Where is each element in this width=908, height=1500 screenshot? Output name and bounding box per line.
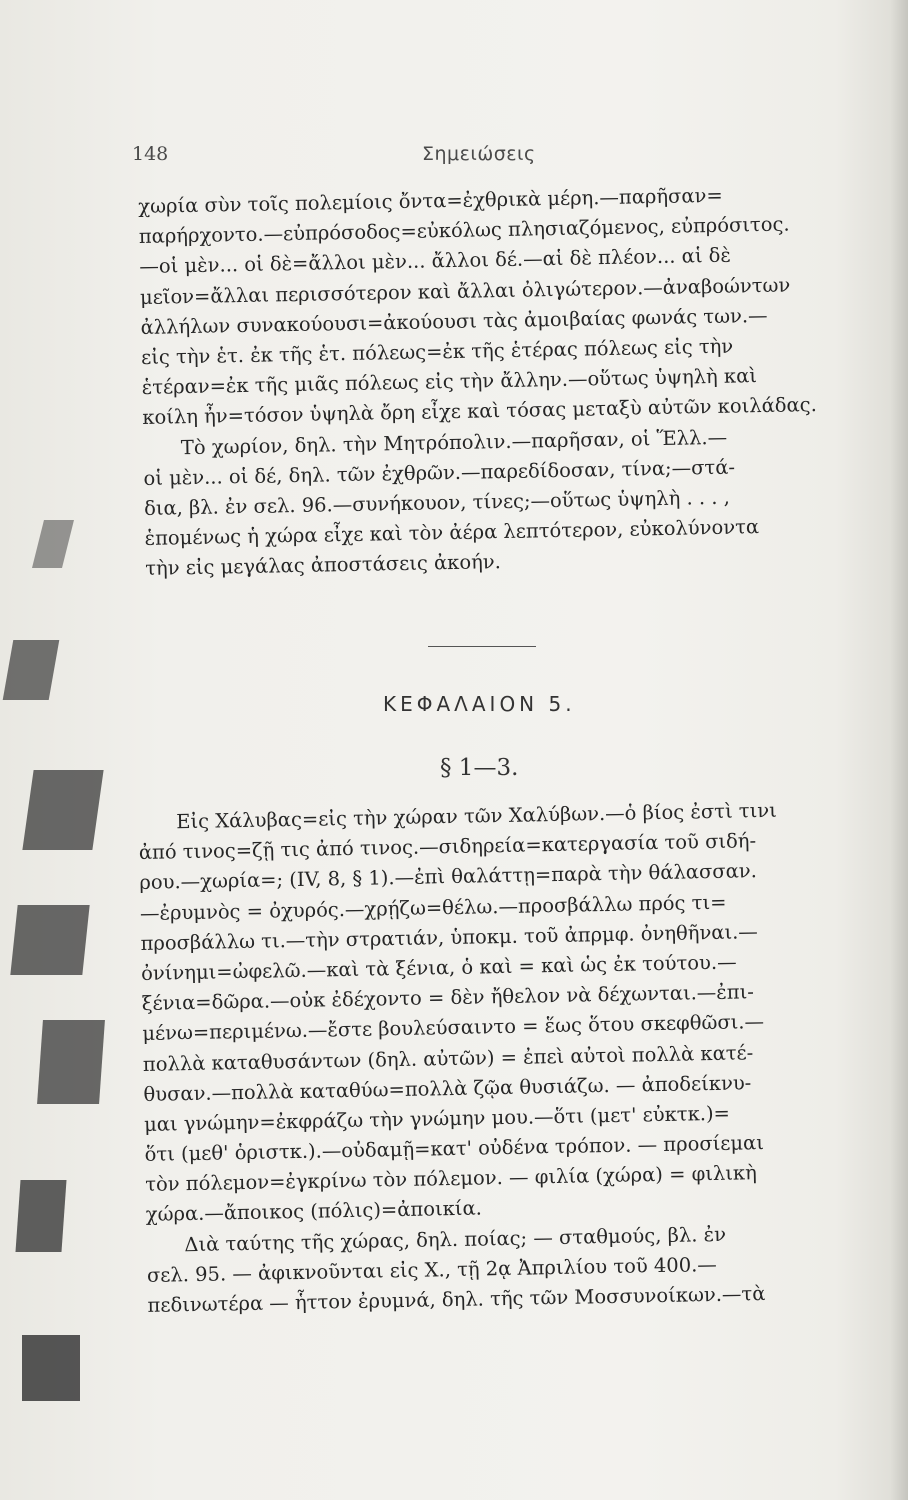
text-line: παρήρχοντο.—εὐπρόσοδος=εὐκόλως πλησιαζόμενος, εὐπρόσιτος. [138, 212, 790, 249]
text-line: ρου.—χωρία=; (IV, 8, § 1).—ἐπὶ θαλάττῃ=παρὰ τὴν θάλασσαν. [139, 859, 758, 895]
text-line: θυσαν.—πολλὰ καταθύω=πολλὰ ζῷα θυσιάζω. — ἀποδείκνυ- [143, 1070, 752, 1106]
text-line: Τὸ χωρίον, δηλ. τὴν Μητρόπολιν.—παρῆσαν, οἱ Ἕλλ.— [180, 425, 728, 459]
text-line: —οἱ μὲν... οἱ δὲ=ἄλλοι μὲν... ἄλλοι δέ.—αἱ δὲ πλέον... αἱ δὲ [139, 244, 732, 279]
text-line: προσβάλλω τι.—τὴν στρατιάν, ὑποκμ. τοῦ ἀπρμφ. ὀνηθῆναι.— [140, 919, 759, 955]
text-line: Διὰ ταύτης τῆς χώρας, δηλ. ποίας; — σταθμούς, βλ. ἐν [184, 1222, 727, 1256]
section-heading: § 1—3. [440, 755, 519, 781]
text-line: χώρα.—ἄποικος (πόλις)=ἀποικία. [145, 1196, 483, 1227]
text-line: τὴν εἰς μεγάλας ἀποστάσεις ἀκοήν. [145, 550, 502, 581]
text-line: ξένια=δῶρα.—οὐκ ἐδέχοντο = δὲν ἤθελον νὰ δέχωνται.—ἐπι- [141, 980, 755, 1016]
notes-block-2 [138, 795, 848, 1322]
bleed-through-marks [0, 0, 110, 1500]
text-line: ἀπό τινος=ζῇ τις ἀπό τινος.—σιδηρεία=κατεργασία τοῦ σιδή- [138, 829, 757, 865]
text-line: δια, βλ. ἐν σελ. 96.—συνήκουον, τίνες;—οὕτως ὑψηλὴ . . . , [143, 485, 731, 520]
text-line: Εἰς Χάλυβας=εἰς τὴν χώραν τῶν Χαλύβων.—ὁ βίος ἐστὶ τινι [176, 798, 777, 834]
notes-block-1 [138, 179, 845, 585]
text-line: ἑτέραν=ἐκ τῆς μιᾶς πόλεως εἰς τὴν ἄλλην.—οὕτως ὑψηλὴ καὶ [141, 364, 758, 400]
text-line: χωρία σὺν τοῖς πολεμίοις ὄντα=ἐχθρικὰ μέρη.—παρῆσαν= [138, 183, 723, 218]
text-line: μαι γνώμην=ἐκφράζω τὴν γνώμην μου.—ὅτι (μετ' εὐκτκ.)= [143, 1101, 731, 1136]
section-divider [428, 646, 536, 647]
text-line: ἀλλήλων συνακούουσι=ἀκούουσι τὰς ἀμοιβαίας φωνάς των.— [140, 303, 768, 339]
text-line: ἑπομένως ἡ χώρα εἶχε καὶ τὸν ἀέρα λεπτότερον, εὐκολύνοντα [144, 515, 760, 550]
running-head: Σημειώσεις [422, 143, 536, 165]
page-edge-shadow [890, 0, 908, 1500]
text-line: —ἐρυμνὸς = ὀχυρός.—χρῄζω=θέλω.—προσβάλλω πρός τι= [139, 890, 727, 925]
page-number: 148 [132, 143, 169, 165]
text-line: πεδινωτέρα — ἧττον ἐρυμνά, δηλ. τῆς τῶν Μοσσυνοίκων.—τὰ [147, 1282, 766, 1317]
text-line: σελ. 95. — ἀφικνοῦνται εἰς Χ., τῇ 2ᾳ Ἀπριλίου τοῦ 400.— [146, 1252, 718, 1287]
text-line: μεῖον=ἄλλαι περισσότερον καὶ ἄλλαι ὀλιγώτερον.—ἀναβοώντων [139, 273, 791, 309]
chapter-heading: ΚΕΦΑΛΑΙΟΝ 5. [383, 692, 576, 716]
text-line: ὅτι (μεθ' ὁριστκ.).—οὐδαμῇ=κατ' οὐδένα τρόπον. — προσίεμαι [144, 1131, 765, 1166]
text-line: οἱ μὲν... οἱ δέ, δηλ. τῶν ἐχθρῶν.—παρεδίδοσαν, τίνα;—στά- [143, 455, 736, 490]
text-line: μένω=περιμένω.—ἔστε βουλεύσαιντο = ἕως ὅτου σκεφθῶσι.— [142, 1010, 765, 1046]
page-header [132, 143, 852, 173]
text-line: τὸν πόλεμον=ἐγκρίνω τὸν πόλεμον. — φιλία (χώρα) = φιλικὴ [145, 1161, 758, 1197]
text-line: κοίλη ἦν=τόσον ὑψηλὰ ὄρη εἶχε καὶ τόσας μεταξὺ αὐτῶν κοιλάδας. [142, 393, 818, 430]
text-line: ὀνίνημι=ὠφελῶ.—καὶ τὰ ξένια, ὁ καὶ = καὶ ὡς ἐκ τούτου.— [140, 950, 737, 985]
text-line: εἰς τὴν ἑτ. ἐκ τῆς ἑτ. πόλεως=ἐκ τῆς ἑτέρας πόλεως εἰς τὴν [140, 334, 734, 369]
text-line: πολλὰ καταθυσάντων (δηλ. αὐτῶν) = ἐπεὶ αὐτοὶ πολλὰ κατέ- [142, 1040, 754, 1076]
